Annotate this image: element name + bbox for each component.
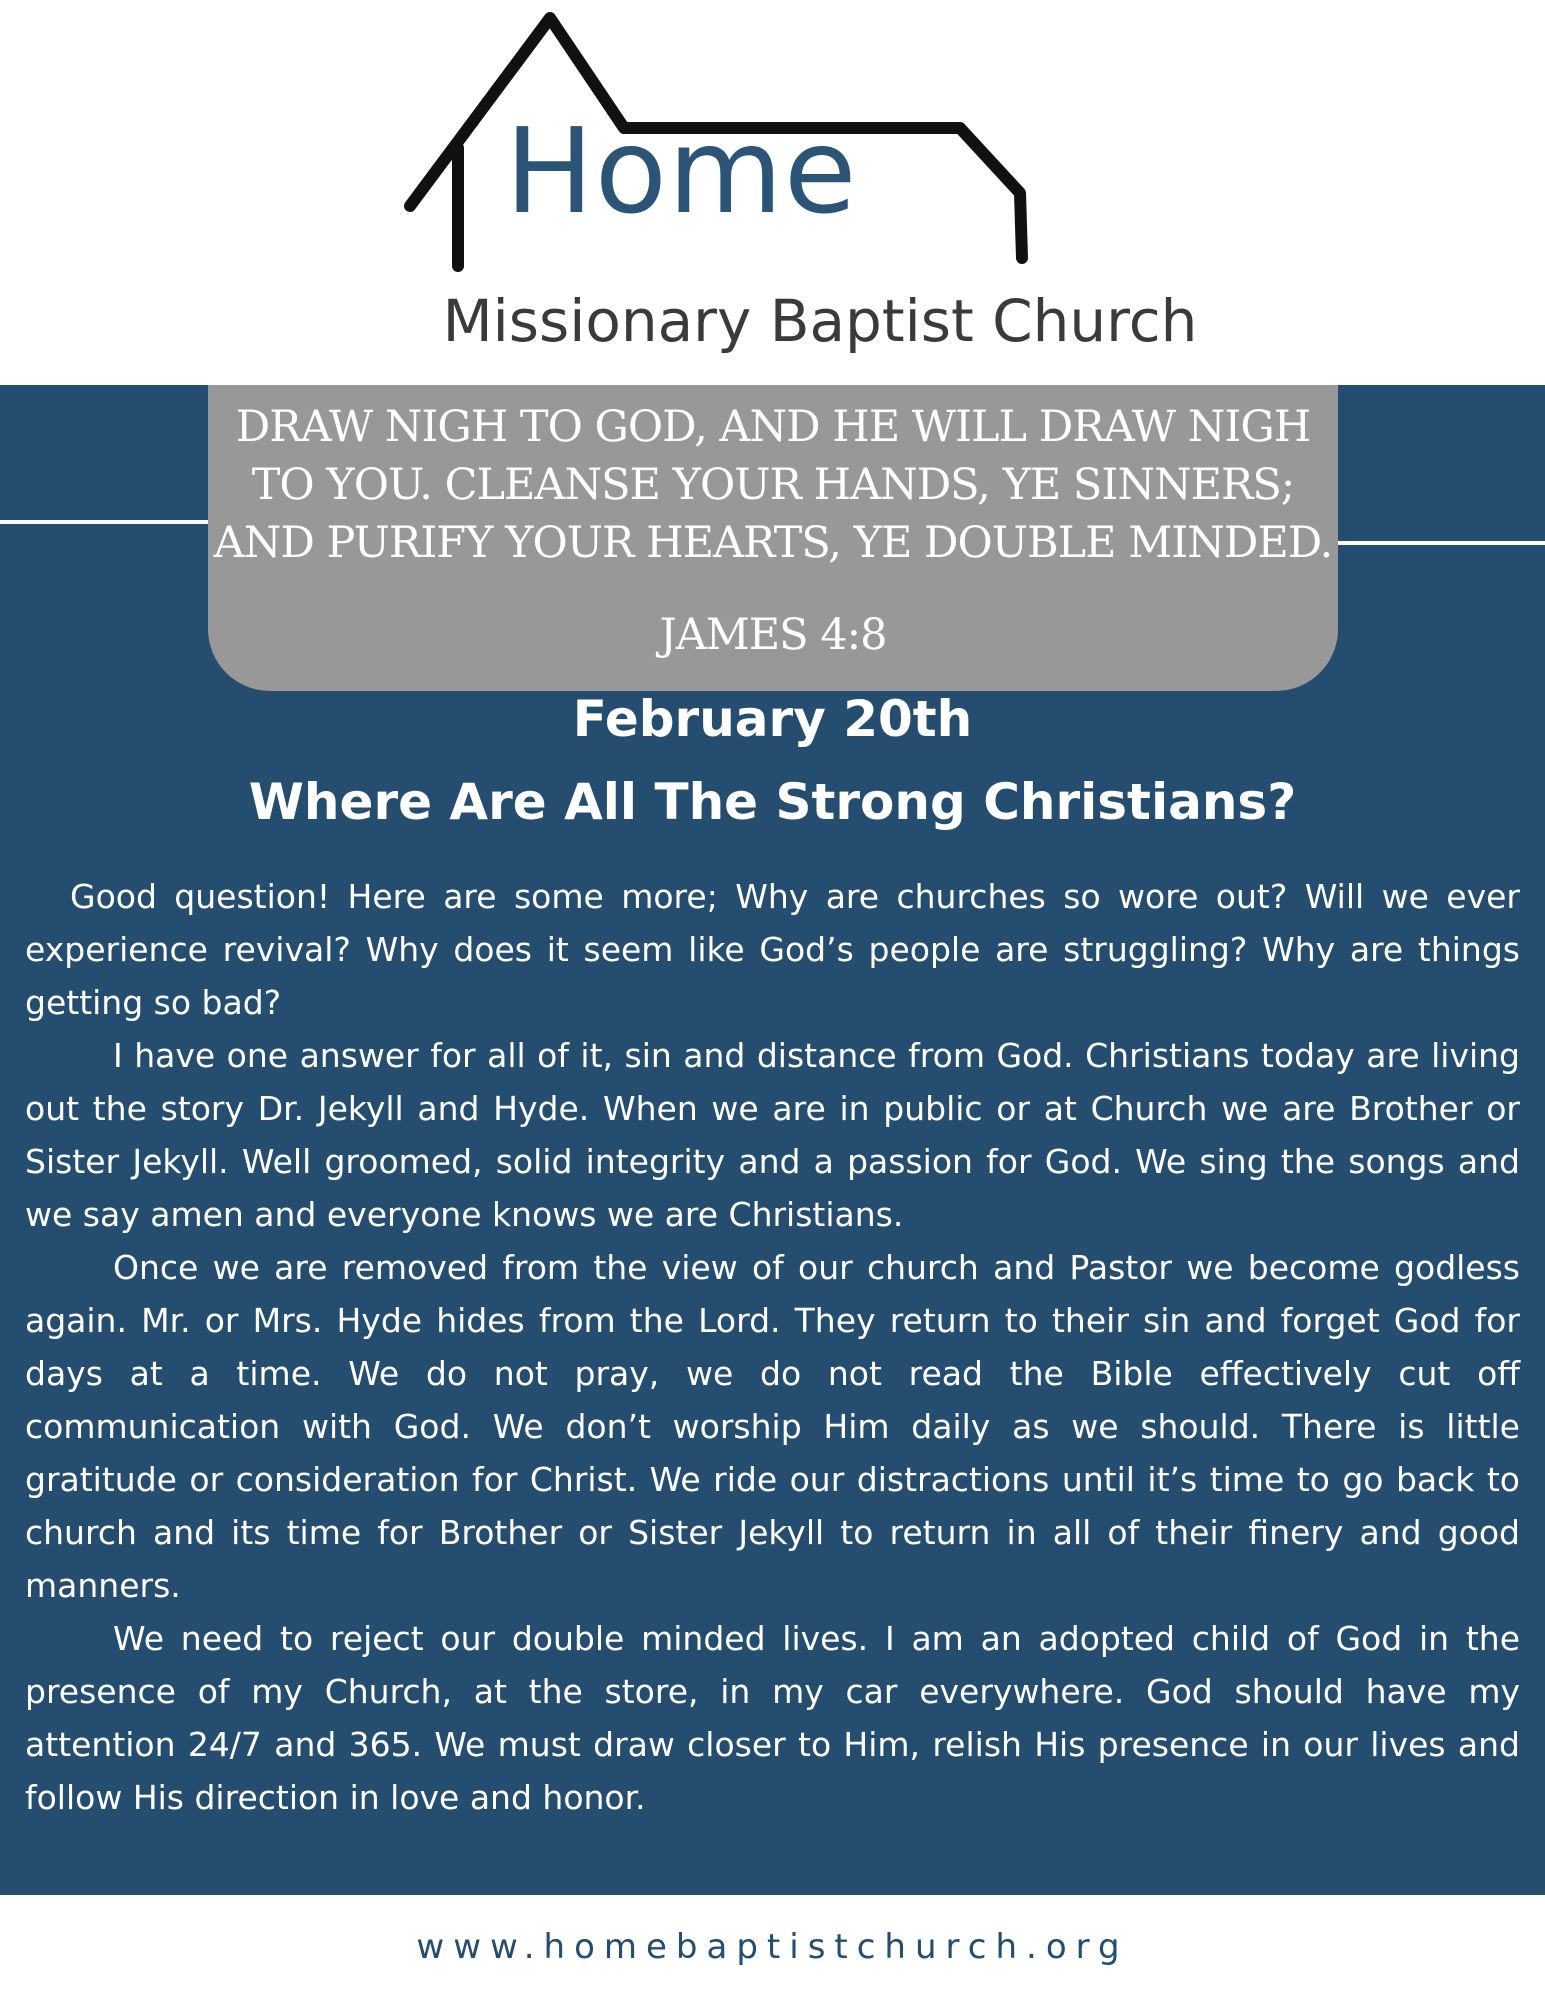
devotional-date: February 20th [572,690,973,748]
paragraph: Good question! Here are some more; Why are churches so wore out? Will we ever experience revival? Why does it seem like God’s people are struggling? Why are things getting so bad? [25,877,1520,1022]
paragraph: We need to reject our double minded lives. I am an adopted child of God in the presence of my Church, at the store, in my car everywhere. God should have my attention 24/7 and 365. We must draw closer to Him, relish His presence in our lives and follow His direction in love and honor. [25,1619,1520,1817]
paragraph: Once we are removed from the view of our church and Pastor we become godless again. Mr. or Mrs. Hyde hides from the Lord. They return to their sin and forget God for days at a time. We do not pray, we do not read the Bible effectively cut off communication with God. We don’t worship Him daily as we should. There is little gratitude or consideration for Christ. We ride our distractions until it’s time to go back to church and its time for Brother or Sister Jekyll to return in all of their finery and good manners. [25,1248,1520,1605]
divider-line-left [0,520,210,524]
logo-wordmark: Home [505,102,858,240]
church-name: Missionary Baptist Church [442,287,1198,355]
scripture-reference: JAMES 4:8 [659,610,887,660]
paragraph: I have one answer for all of it, sin and distance from God. Christians today are living out the story Dr. Jekyll and Hyde. When we are in public or at Church we are Brother or Sister Jekyll. Well groomed, solid integrity and a passion for God. We sing the songs and we say amen and everyone knows we are Christians. [25,1036,1520,1234]
scripture-text: DRAW NIGH TO GOD, AND HE WILL DRAW NIGH TO YOU. CLEANSE YOUR HANDS, YE SINNERS; AND PURIFY YOUR HEARTS, YE DOUBLE MINDED. [213,402,1333,568]
devotional-title: Where Are All The Strong Christians? [248,773,1297,831]
header [0,0,1545,385]
divider-line-right [1335,541,1545,545]
website-link[interactable]: www.homebaptistchurch.org [416,1927,1129,1967]
devotional-body [25,870,1520,1824]
